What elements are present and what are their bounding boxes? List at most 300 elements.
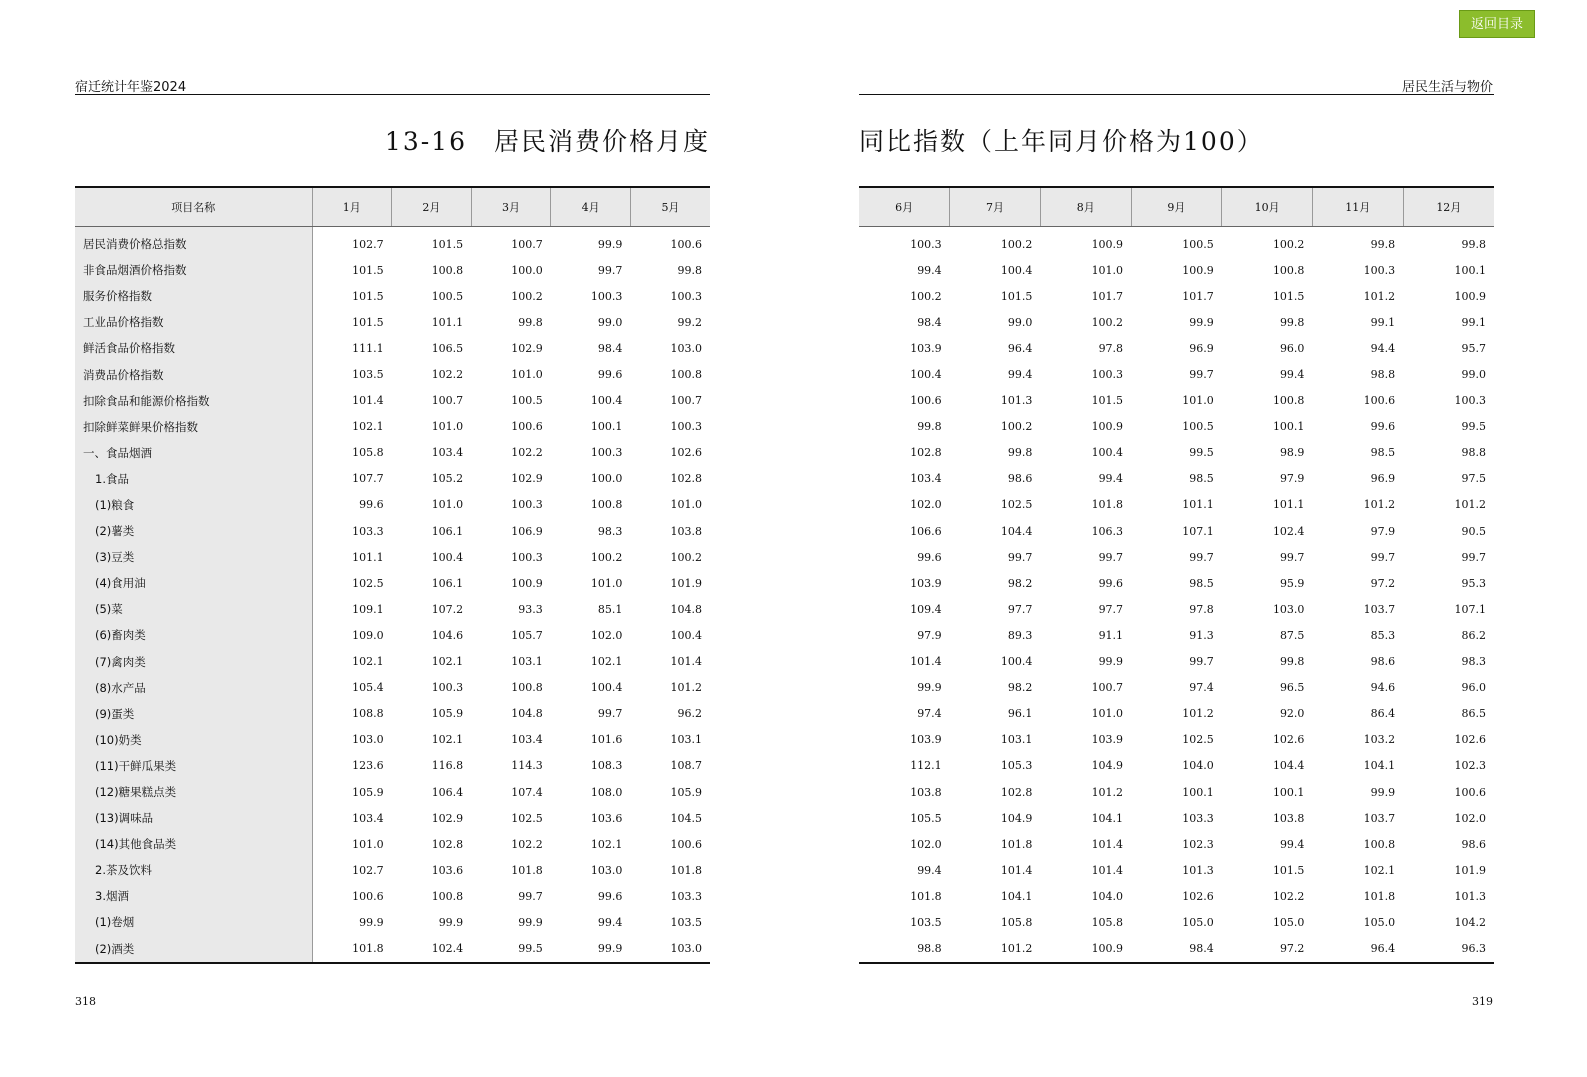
index-value: 99.8 [917,420,942,434]
index-value: 99.9 [1370,785,1396,799]
row-label: (13)调味品 [75,805,312,831]
index-value: 99.7 [1189,368,1214,382]
index-value: 107.2 [431,602,464,616]
index-value: 103.4 [431,446,464,460]
row-label: (9)蛋类 [75,701,312,727]
yearbook-header: 宿迁统计年鉴2024 [75,80,187,95]
index-value: 103.8 [670,524,702,538]
index-value: 104.9 [1000,811,1033,825]
index-value: 100.0 [511,263,543,277]
index-value: 101.1 [1272,498,1305,512]
index-value: 101.2 [1363,498,1396,512]
index-value: 104.2 [1454,915,1486,929]
row-label: (2)薯类 [75,518,312,544]
table-row [75,335,710,361]
index-value: 108.7 [670,759,702,773]
row-label: (14)其他食品类 [75,831,312,857]
index-value: 103.9 [910,733,942,747]
index-value: 103.5 [352,368,384,382]
index-value: 100.1 [1272,420,1305,434]
table-row [859,596,1494,622]
index-value: 98.6 [1461,837,1486,851]
index-value: 103.0 [1272,602,1305,616]
index-value: 97.2 [1370,576,1396,590]
table-row [859,779,1494,805]
index-value: 100.8 [431,263,464,277]
index-value: 100.9 [1454,289,1486,303]
right-page [794,0,1587,1077]
index-value: 105.0 [1272,915,1305,929]
index-value: 103.7 [1363,811,1396,825]
index-value: 97.4 [1189,681,1214,695]
index-value: 100.4 [1000,655,1033,669]
column-header-item: 项目名称 [75,187,312,227]
index-value: 101.8 [670,863,702,877]
column-header-month: 6月 [859,187,950,227]
index-value: 99.6 [1370,420,1396,434]
table-row [75,857,710,883]
index-value: 102.1 [1363,863,1396,877]
index-value: 102.7 [352,863,384,877]
index-value: 98.5 [1189,472,1214,486]
index-value: 99.6 [597,889,623,903]
index-value: 103.9 [910,576,942,590]
header-rule-right [859,94,1494,95]
row-label: 1.食品 [75,466,312,492]
index-value: 101.5 [352,289,384,303]
index-value: 100.2 [511,289,543,303]
index-value: 103.6 [590,811,623,825]
row-label: (8)水产品 [75,675,312,701]
index-value: 104.1 [1000,889,1033,903]
index-value: 97.2 [1279,942,1305,956]
index-value: 102.0 [910,498,942,512]
index-value: 98.6 [1007,472,1033,486]
index-value: 111.1 [352,341,384,355]
index-value: 101.5 [1272,863,1305,877]
index-value: 102.5 [1000,498,1033,512]
index-value: 99.7 [1279,550,1305,564]
index-value: 97.7 [1098,602,1124,616]
index-value: 102.5 [1182,733,1214,747]
index-value: 105.9 [352,785,384,799]
index-value: 101.0 [670,498,702,512]
column-header-month: 4月 [551,187,631,227]
table-title-left: 13-16 居民消费价格月度 [384,127,710,156]
index-value: 103.4 [352,811,384,825]
row-label: 3.烟酒 [75,883,312,909]
index-value: 101.1 [1182,498,1214,512]
index-value: 94.4 [1370,341,1396,355]
index-value: 100.6 [670,237,702,251]
row-label: (7)禽肉类 [75,649,312,675]
table-row [859,466,1494,492]
index-value: 101.2 [1454,498,1486,512]
table-row [859,361,1494,387]
index-value: 100.8 [511,681,543,695]
index-value: 99.1 [1370,315,1396,329]
index-value: 105.8 [1000,915,1033,929]
index-value: 99.1 [1461,315,1486,329]
index-value: 99.8 [1279,315,1305,329]
row-label: 工业品价格指数 [75,309,312,335]
index-value: 99.0 [1461,368,1486,382]
index-value: 101.7 [1182,289,1214,303]
index-value: 86.4 [1370,707,1396,721]
index-value: 99.4 [917,863,942,877]
index-value: 102.9 [511,341,543,355]
column-header-month: 5月 [630,187,710,227]
index-value: 108.3 [590,759,623,773]
table-row [859,309,1494,335]
index-value: 109.1 [352,602,384,616]
index-value: 102.1 [352,655,384,669]
index-value: 100.7 [431,394,464,408]
index-value: 99.9 [1189,315,1214,329]
index-value: 101.4 [1091,863,1124,877]
index-value: 101.3 [1454,889,1486,903]
row-label: (10)奶类 [75,727,312,753]
index-value: 96.4 [1007,341,1033,355]
index-value: 102.1 [352,420,384,434]
index-value: 97.8 [1189,602,1214,616]
index-value: 99.8 [1370,237,1396,251]
row-label: (6)畜肉类 [75,622,312,648]
index-value: 101.0 [590,576,623,590]
index-value: 98.3 [597,524,623,538]
table-row [75,649,710,675]
row-label: 扣除食品和能源价格指数 [75,388,312,414]
table-row [75,622,710,648]
index-value: 90.5 [1461,524,1486,538]
index-value: 100.2 [1000,420,1033,434]
index-value: 98.8 [1370,368,1396,382]
column-header-month: 9月 [1131,187,1222,227]
index-value: 100.4 [910,368,942,382]
index-value: 100.3 [670,420,702,434]
index-value: 102.6 [1182,889,1214,903]
index-value: 101.0 [1091,707,1124,721]
column-header-month: 2月 [392,187,472,227]
index-value: 103.4 [910,472,942,486]
index-value: 85.3 [1370,628,1396,642]
index-value: 108.0 [590,785,623,799]
index-value: 99.8 [677,263,702,277]
index-value: 107.4 [511,785,543,799]
index-value: 100.4 [670,628,702,642]
index-value: 105.8 [352,446,384,460]
index-value: 98.4 [917,315,942,329]
index-value: 101.8 [1000,837,1033,851]
index-value: 96.0 [1279,341,1305,355]
index-value: 102.4 [431,942,464,956]
table-row [75,544,710,570]
table-row [859,649,1494,675]
index-value: 101.9 [670,576,702,590]
index-value: 96.2 [677,707,702,721]
table-row [75,701,710,727]
index-value: 98.5 [1189,576,1214,590]
row-label: (11)干鲜瓜果类 [75,753,312,779]
row-label: 服务价格指数 [75,283,312,309]
table-row [75,361,710,387]
index-value: 101.5 [352,263,384,277]
index-value: 100.4 [1091,446,1124,460]
index-value: 101.4 [670,655,702,669]
index-value: 105.9 [670,785,702,799]
table-row [859,622,1494,648]
index-value: 102.1 [590,655,623,669]
index-value: 100.1 [590,420,623,434]
index-value: 98.2 [1007,576,1033,590]
table-row [859,544,1494,570]
index-value: 99.6 [917,550,942,564]
index-value: 99.7 [1189,655,1214,669]
index-value: 97.4 [917,707,942,721]
index-value: 99.9 [597,942,623,956]
index-value: 96.4 [1370,942,1396,956]
table-row [75,883,710,909]
index-value: 100.2 [1091,315,1124,329]
index-value: 100.8 [431,889,464,903]
index-value: 107.1 [1454,602,1486,616]
index-value: 101.8 [1363,889,1396,903]
index-value: 99.6 [1098,576,1124,590]
table-row [859,936,1494,963]
index-value: 101.6 [590,733,623,747]
index-value: 100.0 [590,472,623,486]
table-row [859,753,1494,779]
table-row [75,283,710,309]
index-value: 101.1 [352,550,384,564]
index-value: 102.8 [431,837,464,851]
index-value: 102.2 [511,837,543,851]
index-value: 101.9 [1454,863,1486,877]
table-row [859,492,1494,518]
table-row [75,466,710,492]
index-value: 104.6 [431,628,464,642]
index-value: 100.5 [1182,420,1214,434]
index-value: 104.4 [1272,759,1305,773]
index-value: 102.0 [910,837,942,851]
row-label: (4)食用油 [75,570,312,596]
index-value: 103.4 [511,733,543,747]
index-value: 104.1 [1091,811,1124,825]
row-label: (1)粮食 [75,492,312,518]
table-row [859,388,1494,414]
index-value: 103.0 [670,942,702,956]
index-value: 100.3 [431,681,464,695]
index-value: 98.5 [1370,446,1396,460]
index-value: 100.2 [1000,237,1033,251]
index-value: 95.7 [1461,341,1486,355]
index-value: 105.0 [1363,915,1396,929]
index-value: 104.5 [670,811,702,825]
index-value: 99.9 [597,237,623,251]
index-value: 99.4 [917,263,942,277]
index-value: 100.3 [1091,368,1124,382]
index-value: 102.7 [352,237,384,251]
table-row [859,335,1494,361]
index-value: 99.0 [1007,315,1033,329]
index-value: 99.4 [1279,368,1305,382]
index-value: 100.3 [590,446,623,460]
index-value: 101.4 [910,655,942,669]
table-row [859,727,1494,753]
table-row [859,701,1494,727]
table-row [859,883,1494,909]
index-value: 87.5 [1279,628,1305,642]
index-value: 123.6 [352,759,384,773]
index-value: 100.7 [511,237,543,251]
index-value: 99.8 [1461,237,1486,251]
index-value: 100.6 [511,420,543,434]
index-value: 97.9 [917,628,942,642]
index-value: 99.5 [1189,446,1214,460]
table-row [75,309,710,335]
index-value: 103.5 [670,915,702,929]
index-value: 99.7 [1370,550,1396,564]
table-row [75,492,710,518]
index-value: 102.9 [511,472,543,486]
index-value: 107.1 [1182,524,1214,538]
index-value: 103.3 [670,889,702,903]
index-value: 102.5 [352,576,384,590]
index-value: 85.1 [597,602,623,616]
index-value: 100.3 [1454,394,1486,408]
row-label: 一、食品烟酒 [75,440,312,466]
column-header-month: 11月 [1312,187,1403,227]
index-value: 100.9 [1091,237,1124,251]
table-row [75,909,710,935]
index-value: 102.1 [431,655,464,669]
table-row [75,727,710,753]
index-value: 101.0 [352,837,384,851]
index-value: 105.2 [431,472,464,486]
index-value: 96.5 [1279,681,1305,695]
row-label: (3)豆类 [75,544,312,570]
table-title-right: 同比指数（上年同月价格为100） [859,127,1264,156]
index-value: 101.1 [431,315,464,329]
index-value: 97.7 [1007,602,1033,616]
index-value: 101.5 [431,237,464,251]
row-label: (5)菜 [75,596,312,622]
table-row [75,414,710,440]
index-value: 106.5 [431,341,464,355]
index-value: 106.1 [431,576,464,590]
index-value: 86.5 [1461,707,1486,721]
index-value: 100.6 [1363,394,1396,408]
index-value: 99.4 [1279,837,1305,851]
index-value: 102.8 [910,446,942,460]
index-value: 106.4 [431,785,464,799]
index-value: 109.4 [910,602,942,616]
index-value: 99.7 [597,263,623,277]
column-header-month: 12月 [1403,187,1494,227]
index-value: 103.8 [910,785,942,799]
index-value: 95.3 [1461,576,1486,590]
index-value: 101.0 [1091,263,1124,277]
index-value: 106.3 [1091,524,1124,538]
index-value: 101.8 [910,889,942,903]
index-value: 102.1 [590,837,623,851]
table-row [75,440,710,466]
index-value: 103.5 [910,915,942,929]
index-value: 100.9 [511,576,543,590]
index-value: 102.5 [511,811,543,825]
index-value: 91.3 [1189,628,1214,642]
index-value: 98.2 [1007,681,1033,695]
row-label: 消费品价格指数 [75,361,312,387]
index-value: 100.3 [511,550,543,564]
index-value: 101.2 [1182,707,1214,721]
index-value: 100.4 [1000,263,1033,277]
table-row [859,857,1494,883]
column-header-month: 10月 [1222,187,1313,227]
index-value: 105.8 [1091,915,1124,929]
index-value: 103.3 [352,524,384,538]
index-value: 100.2 [670,550,702,564]
index-value: 96.3 [1461,942,1486,956]
index-value: 101.0 [511,368,543,382]
index-value: 103.8 [1272,811,1305,825]
index-value: 99.4 [597,915,623,929]
index-value: 112.1 [910,759,942,773]
return-to-contents-button[interactable]: 返回目录 [1459,10,1535,38]
index-value: 105.5 [910,811,942,825]
index-value: 100.2 [910,289,942,303]
index-value: 99.9 [1098,655,1124,669]
index-value: 101.5 [352,315,384,329]
index-value: 100.9 [1182,263,1214,277]
index-value: 97.8 [1098,341,1124,355]
table-row [75,231,710,257]
header-rule-left [75,94,710,95]
index-value: 98.3 [1461,655,1486,669]
index-value: 99.9 [438,915,464,929]
index-value: 105.3 [1000,759,1033,773]
index-value: 99.8 [1007,446,1033,460]
index-value: 100.8 [1363,837,1396,851]
index-value: 102.0 [1454,811,1486,825]
row-label: (2)酒类 [75,936,312,963]
table-row [859,440,1494,466]
index-value: 102.2 [511,446,543,460]
index-value: 105.0 [1182,915,1214,929]
index-value: 102.6 [1272,733,1305,747]
index-value: 105.7 [511,628,543,642]
index-value: 98.8 [917,942,942,956]
index-value: 101.3 [1182,863,1214,877]
index-value: 91.1 [1098,628,1124,642]
index-value: 98.6 [1370,655,1396,669]
index-value: 101.5 [1091,394,1124,408]
table-row [859,257,1494,283]
table-row [75,779,710,805]
index-value: 101.8 [1091,498,1124,512]
index-value: 99.9 [917,681,942,695]
index-value: 101.4 [1091,837,1124,851]
index-value: 102.6 [1454,733,1486,747]
table-row [859,283,1494,309]
price-index-table-left [75,186,710,964]
index-value: 100.3 [511,498,543,512]
row-label: (12)糖果糕点类 [75,779,312,805]
index-value: 99.7 [1189,550,1214,564]
price-index-table-right [859,186,1494,964]
index-value: 98.4 [597,341,623,355]
index-value: 101.7 [1091,289,1124,303]
